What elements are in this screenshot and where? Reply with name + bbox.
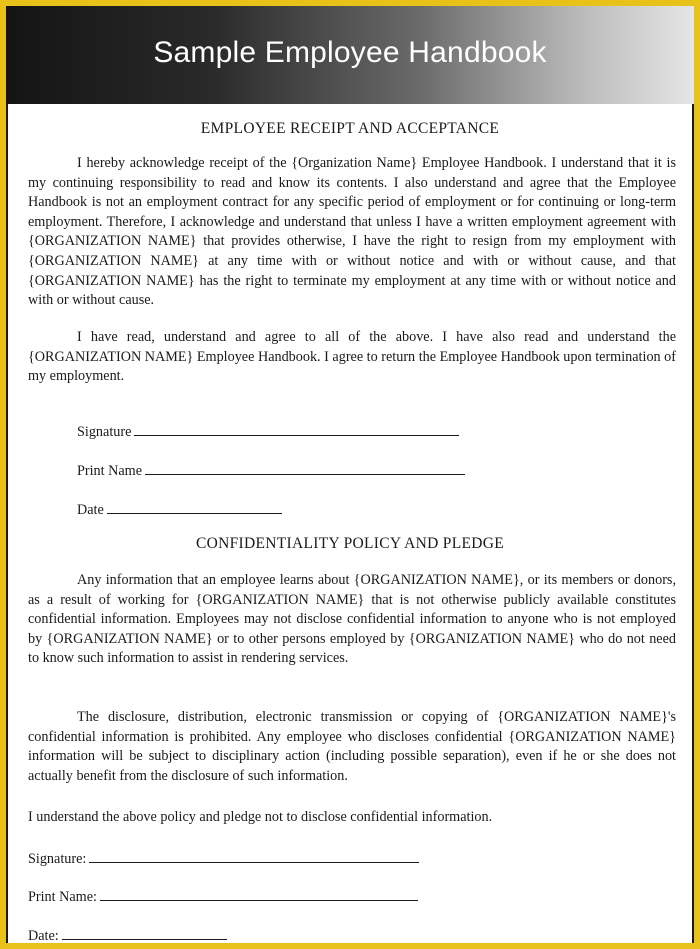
page-title: Sample Employee Handbook bbox=[153, 36, 547, 69]
receipt-paragraph-1-text: I hereby acknowledge receipt of the {Organization Name} Employee Handbook. I understand that it is my continuing responsibility to read and know its contents. I also understand and agree that the Employee Handbook is not an employment contract for any specific period of employment or for continuing or long-term employment. Therefore, I acknowledge and understand that unless I have a written employment agreement with {ORGANIZATION NAME} that provides otherwise, I have the right to resign from my employment with {ORGANIZATION NAME} at any time with or without notice and with or without cause, and that {ORGANIZATION NAME} has the right to terminate my employment at any time with or without notice and with or without cause. bbox=[28, 155, 676, 309]
receipt-date-line bbox=[77, 499, 282, 519]
receipt-paragraph-1 bbox=[28, 154, 676, 311]
confidentiality-paragraph-2-text: The disclosure, distribution, electronic transmission or copying of {ORGANIZATION NAME}'s confidential information is prohibited. Any employee who discloses confidential {ORGANIZATION NAME} information will be subject to disciplinary action (including possible separation), even if he or she does not actually benefit from the disclosure of such information. bbox=[28, 709, 676, 784]
receipt-signature-field[interactable] bbox=[134, 421, 459, 436]
pledge-signature-line bbox=[28, 848, 419, 868]
receipt-paragraph-2-text: I have read, understand and agree to all of the above. I have also read and understand the {ORGANIZATION NAME} Employee Handbook. I agree to return the Employee Handbook upon termination of my employment. bbox=[28, 329, 676, 385]
confidentiality-paragraph-1 bbox=[28, 571, 676, 669]
confidentiality-pledge: I understand the above policy and pledge not to disclose confidential information. bbox=[28, 809, 493, 825]
confidentiality-paragraph-1-text: Any information that an employee learns about {ORGANIZATION NAME}, or its members or donors, as a result of working for {ORGANIZATION NAME} that is not otherwise publicly available constitutes confidential information. Employees may not disclose confidential information to anyone who is not employed by {ORGANIZATION NAME} or to other persons employed by {ORGANIZATION NAME} who do not need to know such information to assist in rendering services. bbox=[28, 572, 676, 667]
pledge-print-name-field[interactable] bbox=[100, 886, 418, 901]
receipt-signature-label: Signature bbox=[77, 424, 132, 440]
receipt-print-name-line bbox=[77, 460, 465, 480]
receipt-paragraph-2 bbox=[28, 328, 676, 387]
document-page bbox=[6, 104, 694, 943]
pledge-signature-field[interactable] bbox=[89, 848, 419, 863]
title-banner bbox=[6, 6, 694, 104]
confidentiality-heading: CONFIDENTIALITY POLICY AND PLEDGE bbox=[196, 535, 504, 552]
receipt-date-label: Date bbox=[77, 502, 104, 518]
pledge-date-line bbox=[28, 925, 227, 945]
pledge-print-name-label: Print Name: bbox=[28, 889, 97, 905]
pledge-print-name-line bbox=[28, 886, 418, 906]
receipt-print-name-label: Print Name bbox=[77, 463, 143, 479]
pledge-date-label: Date: bbox=[28, 928, 59, 944]
pledge-signature-label: Signature: bbox=[28, 851, 87, 867]
pledge-date-field[interactable] bbox=[62, 925, 227, 940]
receipt-signature-line bbox=[77, 421, 459, 441]
confidentiality-paragraph-2 bbox=[28, 708, 676, 786]
receipt-print-name-field[interactable] bbox=[145, 460, 465, 475]
receipt-date-field[interactable] bbox=[107, 499, 282, 514]
receipt-heading: EMPLOYEE RECEIPT AND ACCEPTANCE bbox=[200, 120, 500, 137]
